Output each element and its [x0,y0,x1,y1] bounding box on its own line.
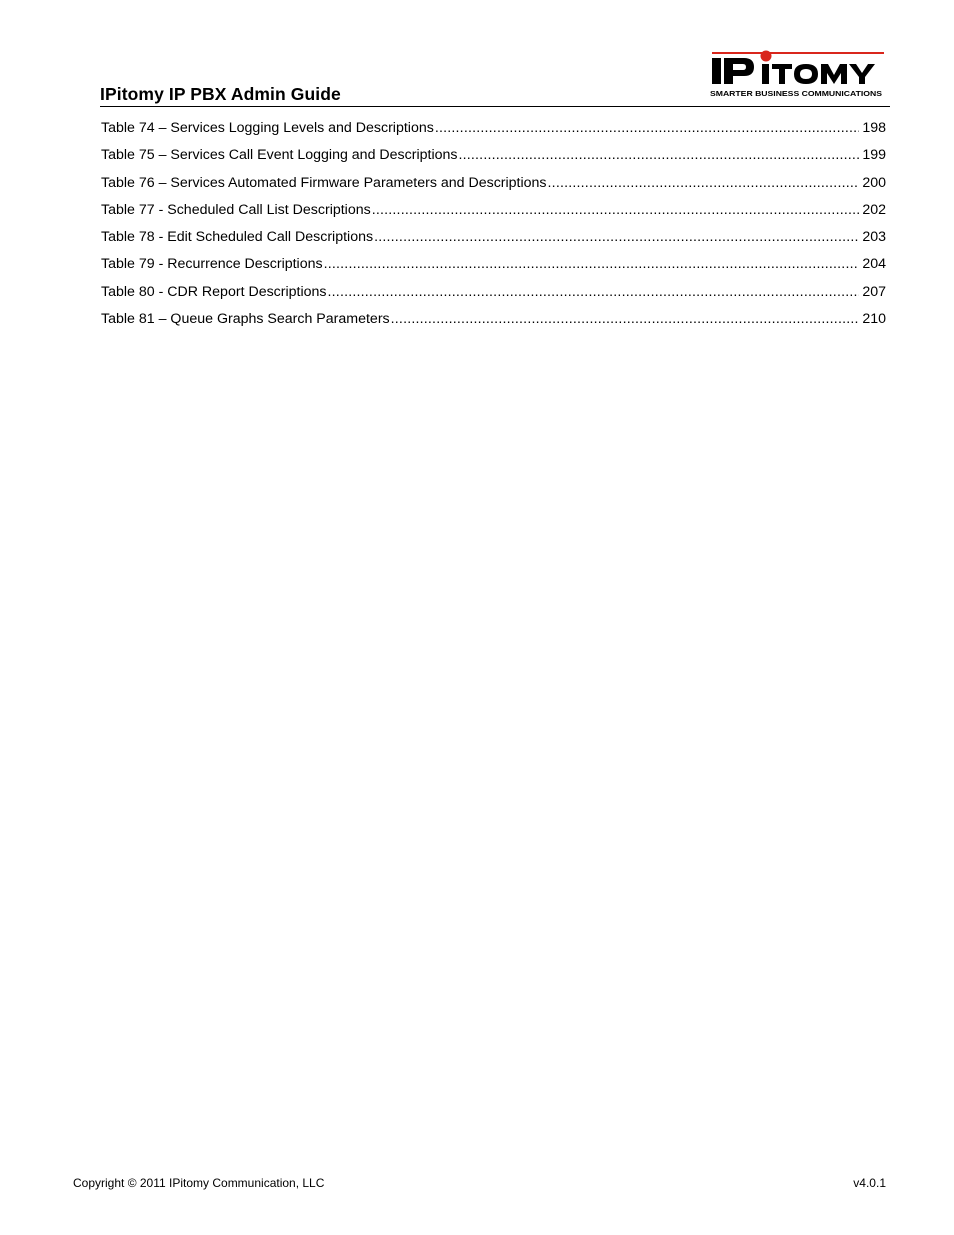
toc-entry[interactable] [101,147,886,174]
toc-entry[interactable] [101,311,886,338]
toc-entry-label: Table 75 – Services Call Event Logging and Descriptions [101,147,458,164]
toc-entry-label: Table 78 - Edit Scheduled Call Descriptions [101,229,374,246]
toc-entry-page: 203 [862,229,886,246]
toc-entry[interactable] [101,120,886,147]
toc-dot-leader [324,256,860,272]
toc-dot-leader [458,147,859,163]
toc-entry-label: Table 74 – Services Logging Levels and Descriptions [101,120,434,136]
toc-entry-label: Table 76 – Services Automated Firmware Parameters and Descriptions [101,174,547,191]
toc-entry-label: Table 80 - CDR Report Descriptions [101,283,327,300]
toc-entry-page: 199 [862,147,886,164]
logo-tagline: SMARTER BUSINESS COMMUNICATIONS [710,89,883,98]
ipitomy-logo [710,48,886,100]
toc-dot-leader [548,175,860,191]
toc-entry-page: 210 [862,311,886,328]
toc-dot-leader [328,284,860,300]
toc-entry-label: Table 77 - Scheduled Call List Descriptions [101,201,371,218]
toc-entry[interactable] [101,202,886,229]
toc-entry[interactable] [101,284,886,311]
toc-entry-page: 204 [862,256,886,273]
toc-dot-leader [374,229,859,245]
toc-entry-page: 207 [862,283,886,300]
version-text: v4.0.1 [853,1176,886,1190]
toc-dot-leader [372,202,860,218]
document-title: IPitomy IP PBX Admin Guide [100,84,341,104]
toc-entry[interactable] [101,229,886,256]
copyright-text: Copyright © 2011 IPitomy Communication, LLC [73,1176,325,1190]
toc-dot-leader [391,311,860,327]
toc-entry-label: Table 81 – Queue Graphs Search Parameters [101,311,390,328]
toc-entry-page: 200 [862,174,886,191]
toc-entry-label: Table 79 - Recurrence Descriptions [101,256,323,273]
toc-dot-leader [435,120,860,136]
toc-entry-page: 198 [862,120,886,136]
toc-entry[interactable] [101,175,886,202]
page-header [100,48,890,108]
table-of-contents [101,120,886,338]
toc-entry-page: 202 [862,201,886,218]
header-divider [100,106,890,107]
toc-entry[interactable] [101,256,886,283]
